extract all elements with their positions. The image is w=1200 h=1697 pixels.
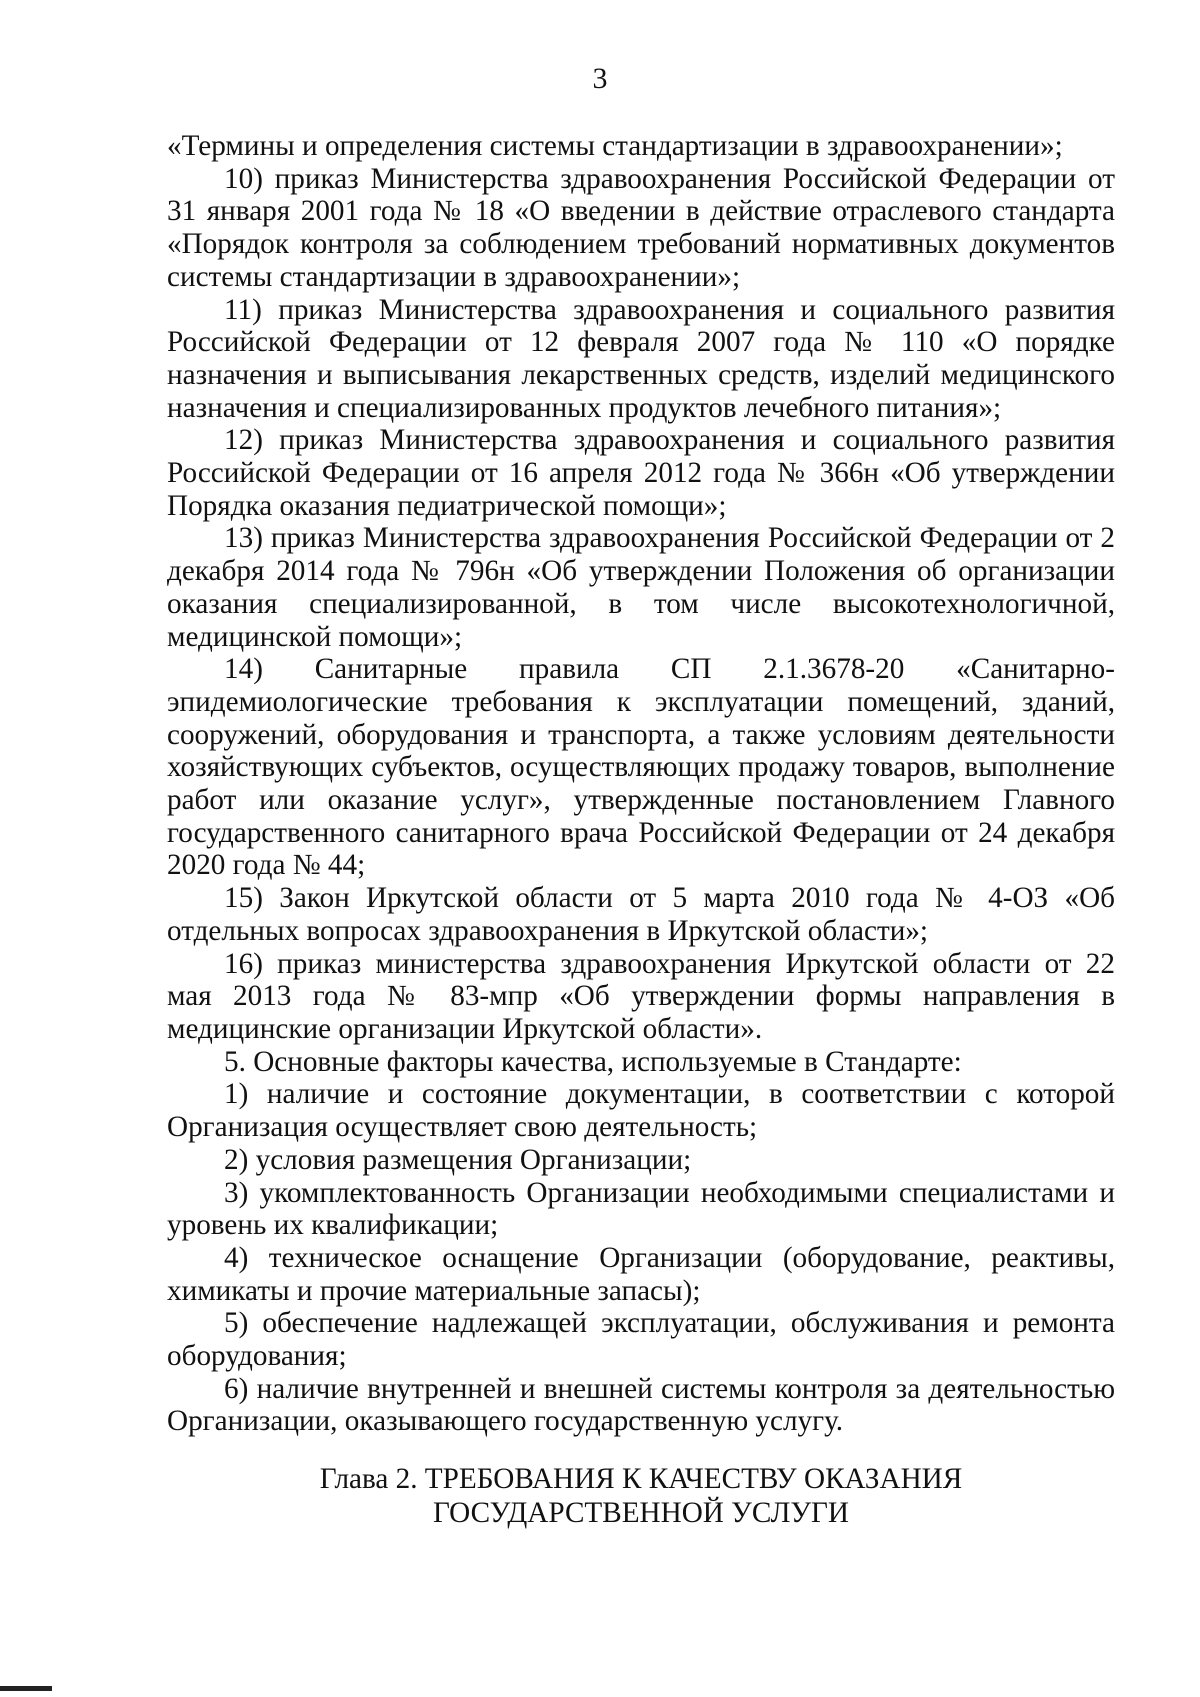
chapter-heading-line-2: ГОСУДАРСТВЕННОЙ УСЛУГИ bbox=[433, 1497, 849, 1529]
paragraph-item-12: 12) приказ Министерства здравоохранения и социального развития Российской Федерации от 16 апреля 2012 года № 366н «Об утверждении Порядка оказания педиатрической помощи»; bbox=[167, 424, 1115, 522]
paragraph-section-5: 5. Основные факторы качества, используемые в Стандарте: bbox=[224, 1045, 962, 1078]
paragraph-factor-6: 6) наличие внутренней и внешней системы контроля за деятельностью Организации, оказывающего государственную услугу. bbox=[167, 1372, 1115, 1438]
paragraph-factor-5: 5) обеспечение надлежащей эксплуатации, обслуживания и ремонта оборудования; bbox=[167, 1307, 1115, 1373]
paragraph-item-15: 15) Закон Иркутской области от 5 марта 2010 года № 4-ОЗ «Об отдельных вопросах здравоохранения в Иркутской области»; bbox=[167, 882, 1115, 947]
paragraph-factor-2: 2) условия размещения Организации; bbox=[224, 1143, 692, 1176]
paragraph-item-11: 11) приказ Министерства здравоохранения и социального развития Российской Федерации от 12 февраля 2007 года № 110 «О порядке назначения и выписывания лекарственных средств, изделий медицинского назначения и специализированных продуктов лечебного питания»; bbox=[167, 293, 1115, 424]
paragraph-factor-4: 4) техническое оснащение Организации (оборудование, реактивы, химикаты и прочие материальные запасы); bbox=[167, 1241, 1115, 1307]
paragraph-item-16: 16) приказ министерства здравоохранения Иркутской области от 22 мая 2013 года № 83-мпр «Об утверждении формы направления в медицинские организации Иркутской области». bbox=[167, 947, 1115, 1045]
chapter-heading bbox=[167, 1462, 1115, 1530]
chapter-heading-line-1: Глава 2. ТРЕБОВАНИЯ К КАЧЕСТВУ ОКАЗАНИЯ bbox=[319, 1463, 963, 1495]
paragraph-item-14: 14) Санитарные правила СП 2.1.3678-20 «Санитарно-эпидемиологические требования к эксплуатации помещений, зданий, сооружений, оборудования и транспорта, а также условиям деятельности хозяйствующих субъектов, осуществляющих продажу товаров, выполнение работ или оказание услуг», утвержденные постановлением Главного государственного санитарного врача Российской Федерации от 24 декабря 2020 года № 44; bbox=[167, 653, 1115, 882]
paragraph-continuation: «Термины и определения системы стандартизации в здравоохранении»; bbox=[167, 130, 1063, 162]
scan-edge-mark bbox=[0, 1686, 52, 1691]
page-number: 3 bbox=[592, 62, 608, 95]
body-text bbox=[167, 130, 1115, 1438]
paragraph-factor-3: 3) укомплектованность Организации необходимыми специалистами и уровень их квалификации; bbox=[167, 1176, 1115, 1242]
paragraph-item-13: 13) приказ Министерства здравоохранения Российской Федерации от 2 декабря 2014 года № 796н «Об утверждении Положения об организации оказания специализированной, в том числе высокотехнологичной, медицинской помощи»; bbox=[167, 522, 1115, 653]
paragraph-item-10: 10) приказ Министерства здравоохранения Российской Федерации от 31 января 2001 года № 18 «О введении в действие отраслевого стандарта «Порядок контроля за соблюдением требований нормативных документов системы стандартизации в здравоохранении»; bbox=[167, 162, 1115, 293]
paragraph-factor-1: 1) наличие и состояние документации, в соответствии с которой Организация осуществляет свою деятельность; bbox=[167, 1078, 1115, 1144]
